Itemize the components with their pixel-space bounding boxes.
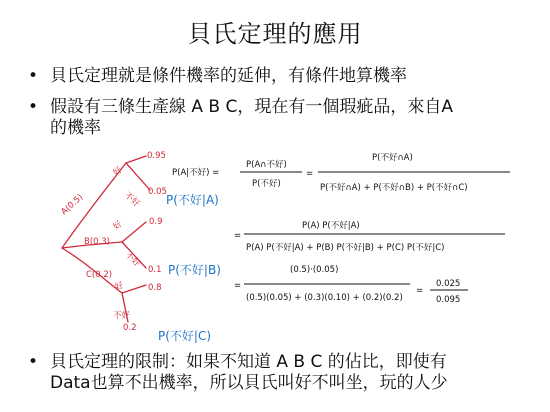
bullet-dot: • [28, 66, 39, 86]
bullet-text: 假設有三條生產線 A B C，現在有一個瑕疵品，來自A [50, 97, 454, 117]
c-bad-label: 不好 [113, 311, 131, 321]
equals-sign: = [234, 231, 242, 241]
tree-branch-a-bad [126, 163, 150, 190]
frac1-numerator: P(A∩不好) [246, 160, 287, 170]
equals-sign: = [416, 286, 424, 296]
label-bad-given-c: P(不好|C) [158, 329, 212, 343]
b-good-label: 好 [111, 219, 125, 233]
result-numerator: 0.025 [436, 279, 461, 289]
b-good-prob: 0.9 [149, 217, 163, 227]
branch-a-label: A(0.5) [59, 192, 86, 218]
frac2-denominator: P(不好∩A) + P(不好∩B) + P(不好∩C) [320, 183, 468, 193]
b-bad-prob: 0.1 [148, 265, 162, 275]
a-good-label: 好 [111, 165, 125, 179]
branch-b-label: B(0.3) [84, 237, 110, 247]
tree-branch-a-good [126, 156, 146, 163]
a-good-prob: 0.95 [147, 151, 166, 161]
conditional-labels [158, 192, 221, 343]
formula-lhs: P(A|不好) = [172, 168, 220, 178]
frac1-denominator: P(不好) [252, 179, 281, 189]
c-good-prob: 0.8 [148, 283, 162, 293]
a-bad-prob: 0.05 [148, 187, 167, 197]
equals-sign: = [306, 169, 314, 179]
bullet-text: 貝氏定理的限制：如果不知道 A B C 的佔比，即使有 [50, 352, 447, 372]
result-denominator: 0.095 [436, 295, 461, 305]
bullet-dot: • [28, 352, 39, 372]
frac3-numerator: P(A) P(不好|A) [302, 221, 360, 231]
bullet-text-continued: 的機率 [50, 118, 101, 138]
c-bad-prob: 0.2 [123, 323, 137, 333]
frac3-denominator: P(A) P(不好|A) + P(B) P(不好|B) + P(C) P(不好|C) [246, 243, 445, 253]
c-good-label: 好 [113, 280, 126, 293]
tree-branch-c-good [122, 285, 146, 293]
bullet-text-continued: Data也算不出機率，所以貝氏叫好不叫坐，玩的人少 [50, 373, 448, 393]
bayes-formula [172, 152, 510, 305]
bullet-text: 貝氏定理就是條件機率的延伸，有條件地算機率 [50, 66, 407, 86]
label-bad-given-a: P(不好|A) [166, 193, 219, 207]
a-bad-label: 不好 [122, 190, 142, 210]
b-bad-label: 不好 [122, 250, 142, 270]
frac4-denominator: (0.5)(0.05) + (0.3)(0.10) + (0.2)(0.2) [246, 293, 403, 303]
bullet-dot: • [28, 97, 39, 117]
branch-c-label: C(0.2) [86, 270, 113, 280]
equals-sign: = [234, 281, 242, 291]
tree-branch-b-good [122, 222, 146, 242]
label-bad-given-b: P(不好|B) [168, 263, 221, 277]
frac4-numerator: (0.5)·(0.05) [290, 265, 339, 275]
frac2-numerator: P(不好∩A) [372, 153, 413, 163]
slide-title: 貝氏定理的應用 [187, 20, 363, 48]
tree-labels [59, 151, 167, 333]
